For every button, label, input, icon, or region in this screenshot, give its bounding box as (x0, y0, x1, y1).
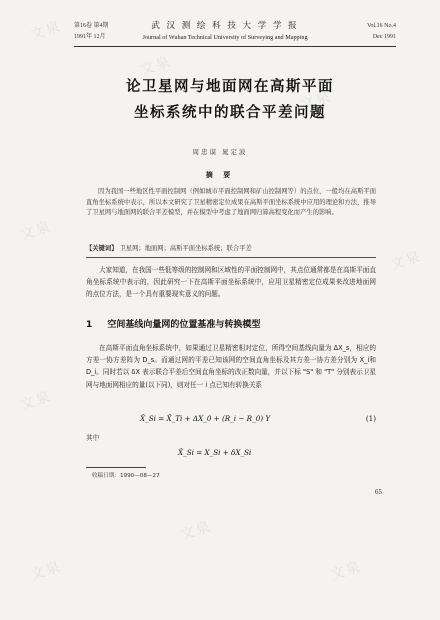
section-number: 1 (86, 320, 93, 330)
page-number: 65 (375, 488, 382, 496)
section-title: 空间基线向量网的位置基准与转换模型 (107, 320, 261, 330)
header-journal (140, 19, 310, 41)
journal-name-en: Journal of Wuhan Technical University of Surveying and Mapping (142, 34, 308, 41)
volume-issue: 第16卷 第4期 (74, 23, 109, 29)
equation-2: X̂_Si = X_Si + δX_Si (178, 448, 252, 457)
vol-no: Vol.16 No.4 (366, 23, 396, 29)
keywords-label: 【关键词】 (86, 245, 118, 252)
header-rule (74, 46, 396, 47)
abstract-rule (86, 257, 376, 258)
section-paragraph: 在高斯平面直角坐标系统中，如果通过卫星精密相对定位，所得空间基线向量为 ΔX_s，相应的方差一协方差阵为 D_s。而通过网的平差已知该网的空间直角坐标及其方差一协方差分别为 X_i和 D_i。同时若以 δX 表示联合平差后空间直角坐标的改正数向量，并以下标 "S" 和 "T" 分别表示卫星网与地面网相应的量(以下同)，则对任一 i 点已知有转换关系 (86, 344, 376, 389)
watermark: 文泉 (328, 558, 364, 584)
watermark: 文泉 (298, 88, 334, 114)
equation-1 (140, 414, 376, 423)
abstract-text: 因为我国一些地区性平面控制网（例如城市平面控制网和矿山控制网等）的点位，一般均在高斯平面直角坐标系统中表示，所以本文研究了卫星精密定位成果在高斯平面坐标系统中应用的理论和方法，推导了卫星网与地面网的联合平差模型，并在模型中考虑了地面网归算高程变化而产生的影响。 (86, 188, 376, 217)
issue-date: 1991年 12月 (74, 34, 106, 40)
watermark: 文泉 (138, 53, 174, 79)
equation-1-body: X̂_Si = X̂_Ti + ΔX_0 + (R_i − R_0) Y (140, 414, 271, 423)
watermark: 文泉 (18, 218, 54, 244)
keywords (86, 243, 376, 252)
section-heading (86, 317, 260, 330)
watermark: 文泉 (28, 558, 64, 584)
header-right (367, 21, 396, 43)
paper-title-line1: 论卫星网与地面网在高斯平面 (126, 79, 334, 95)
watermark: 文泉 (178, 518, 214, 544)
footnote: 收稿日期：1990—08—27 (92, 473, 160, 479)
footnote-rule (86, 467, 146, 468)
journal-name-cn: 武 汉 测 绘 科 技 大 学 学 报 (151, 21, 299, 31)
watermark: 文泉 (28, 18, 64, 44)
abstract-heading: 摘 要 (205, 171, 235, 179)
intro-paragraph: 大家知道，在我国一些低等级的控制网和区域性的平面控制网中，其点位通常都是在高斯平面直角坐标系统中表示的，因此研究一下在高斯平面坐标系统中，应用卫星精密定位成果来改进地面网的点位方法，是一个具有重要现实意义的问题。 (86, 266, 376, 299)
header-left (74, 21, 109, 43)
keywords-list: 卫星网；地面网；高斯平面坐标系统；联合平差 (119, 245, 252, 252)
watermark: 文泉 (18, 388, 54, 414)
paper-title-line2: 坐标系统中的联合平差问题 (134, 105, 326, 121)
authors: 周忠谟 晁定波 (192, 148, 248, 156)
watermark: 文泉 (388, 248, 424, 274)
month-year: Dec 1991 (372, 34, 396, 40)
equation-number: (1) (365, 414, 376, 423)
where-label: 其中 (86, 434, 100, 442)
